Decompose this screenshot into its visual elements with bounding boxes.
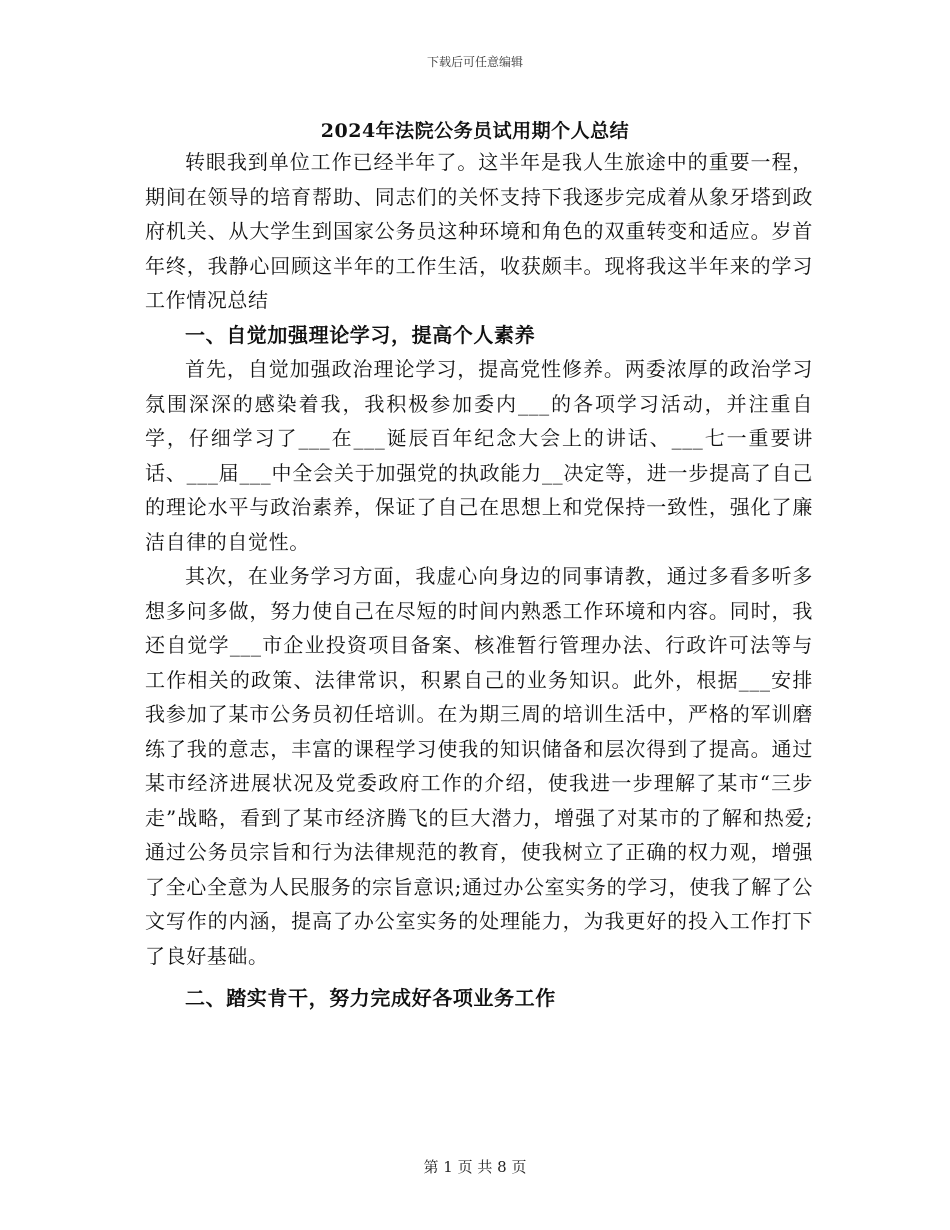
document-body (145, 145, 813, 1016)
section-heading-1: 一、自觉加强理论学习，提高个人素养 (185, 322, 536, 347)
document-title: 2024年法院公务员试用期个人总结 (320, 120, 630, 142)
body-paragraph-1: 首先，自觉加强政治理论学习，提高党性修养。两委浓厚的政治学习氛围深深的感染着我，我积极参加委内___的各项学习活动，并注重自学，仔细学习了___在___诞辰百年纪念大会上的讲话、___七一重要讲话、___届___中全会关于加强党的执政能力__决定等，进一步提高了自己的理论水平与政治素养，保证了自己在思想上和党保持一致性，强化了廉洁自律的自觉性。 (145, 357, 813, 554)
page-footer: 第 1 页 共 8 页 (423, 1158, 527, 1176)
page-header: 下载后可任意编辑 (426, 55, 523, 69)
intro-paragraph: 转眼我到单位工作已经半年了。这半年是我人生旅途中的重要一程，期间在领导的培育帮助、同志们的关怀支持下我逐步完成着从象牙塔到政府机关、从大学生到国家公务员这种环境和角色的双重转变和适应。岁首年终，我静心回顾这半年的工作生活，收获颇丰。现将我这半年来的学习工作情况总结 (145, 150, 813, 312)
section-heading-2: 二、踏实肯干，努力完成好各项业务工作 (185, 986, 556, 1010)
body-paragraph-2: 其次，在业务学习方面，我虚心向身边的同事请教，通过多看多听多想多问多做，努力使自己在尽短的时间内熟悉工作环境和内容。同时，我还自觉学___市企业投资项目备案、核准暂行管理办法、行政许可法等与工作相关的政策、法律常识，积累自己的业务知识。此外，根据___安排我参加了某市公务员初任培训。在为期三周的培训生活中，严格的军训磨练了我的意志，丰富的课程学习使我的知识储备和层次得到了提高。通过某市经济进展状况及党委政府工作的介绍，使我进一步理解了某市“三步走”战略，看到了某市经济腾飞的巨大潜力，增强了对某市的了解和热爱;通过公务员宗旨和行为法律规范的教育，使我树立了正确的权力观，增强了全心全意为人民服务的宗旨意识;通过办公室实务的学习，使我了解了公文写作的内涵，提高了办公室实务的处理能力，为我更好的投入工作打下了良好基础。 (145, 564, 813, 968)
